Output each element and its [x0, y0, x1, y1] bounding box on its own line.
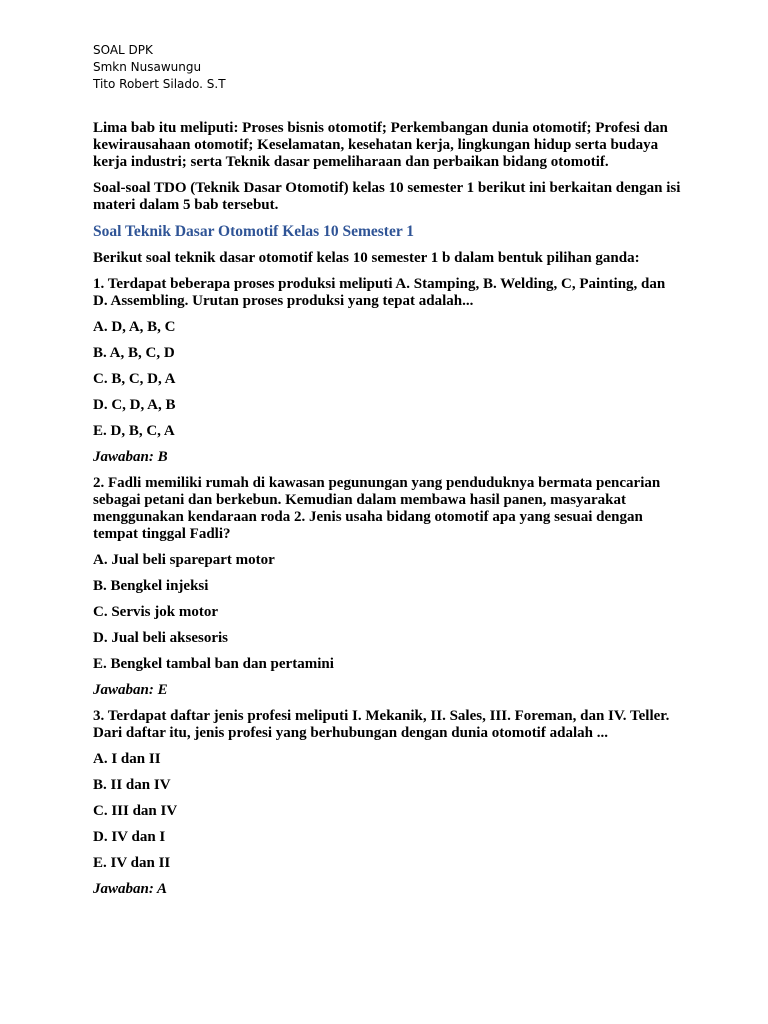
document-body	[93, 120, 683, 907]
option-c: C. Servis jok motor	[93, 604, 218, 620]
question-text: 1. Terdapat beberapa proses produksi meliputi A. Stamping, B. Welding, C, Painting, dan D. Assembling. Urutan proses produksi yang tepat adalah...	[93, 276, 666, 309]
header-line-author: Tito Robert Silado. S.T	[93, 77, 226, 91]
answer-key: Jawaban: B	[93, 449, 168, 465]
lead-paragraph: Berikut soal teknik dasar otomotif kelas 10 semester 1 b dalam bentuk pilihan ganda:	[93, 250, 640, 266]
header-line-school: Smkn Nusawungu	[93, 60, 202, 74]
option-a: A. Jual beli sparepart motor	[93, 552, 275, 568]
question-2	[93, 475, 683, 699]
option-a: A. D, A, B, C	[93, 319, 176, 335]
option-a: A. I dan II	[93, 751, 161, 767]
option-e: E. D, B, C, A	[93, 423, 175, 439]
question-1	[93, 276, 683, 466]
section-title: Soal Teknik Dasar Otomotif Kelas 10 Semester 1	[93, 223, 415, 240]
option-b: B. A, B, C, D	[93, 345, 175, 361]
question-text: 2. Fadli memiliki rumah di kawasan pegunungan yang penduduknya bermata pencarian sebagai petani dan berkebun. Kemudian dalam membawa hasil panen, masyarakat menggunakan kendaraan roda 2. Jenis usaha bidang otomotif apa yang sesuai dengan tempat tinggal Fadli?	[93, 475, 661, 542]
header-line-title: SOAL DPK	[93, 43, 153, 57]
intro-paragraph-1: Lima bab itu meliputi: Proses bisnis otomotif; Perkembangan dunia otomotif; Profesi dan kewirausahaan otomotif; Keselamatan, kesehatan kerja, lingkungan hidup serta budaya kerja industri; serta Teknik dasar pemeliharaan dan perbaikan bidang otomotif.	[93, 120, 668, 170]
option-d: D. Jual beli aksesoris	[93, 630, 229, 646]
answer-key: Jawaban: A	[93, 881, 168, 897]
question-text: 3. Terdapat daftar jenis profesi meliputi I. Mekanik, II. Sales, III. Foreman, dan IV. Teller. Dari daftar itu, jenis profesi yang berhubungan dengan dunia otomotif adalah ...	[93, 708, 670, 741]
option-e: E. Bengkel tambal ban dan pertamini	[93, 656, 334, 672]
option-b: B. II dan IV	[93, 777, 171, 793]
question-3	[93, 708, 683, 898]
option-b: B. Bengkel injeksi	[93, 578, 209, 594]
answer-key: Jawaban: E	[93, 682, 168, 698]
option-c: C. B, C, D, A	[93, 371, 176, 387]
intro-paragraph-2: Soal-soal TDO (Teknik Dasar Otomotif) kelas 10 semester 1 berikut ini berkaitan dengan isi materi dalam 5 bab tersebut.	[93, 180, 681, 213]
option-e: E. IV dan II	[93, 855, 171, 871]
option-d: D. C, D, A, B	[93, 397, 176, 413]
option-d: D. IV dan I	[93, 829, 166, 845]
document-header	[93, 42, 226, 93]
option-c: C. III dan IV	[93, 803, 178, 819]
